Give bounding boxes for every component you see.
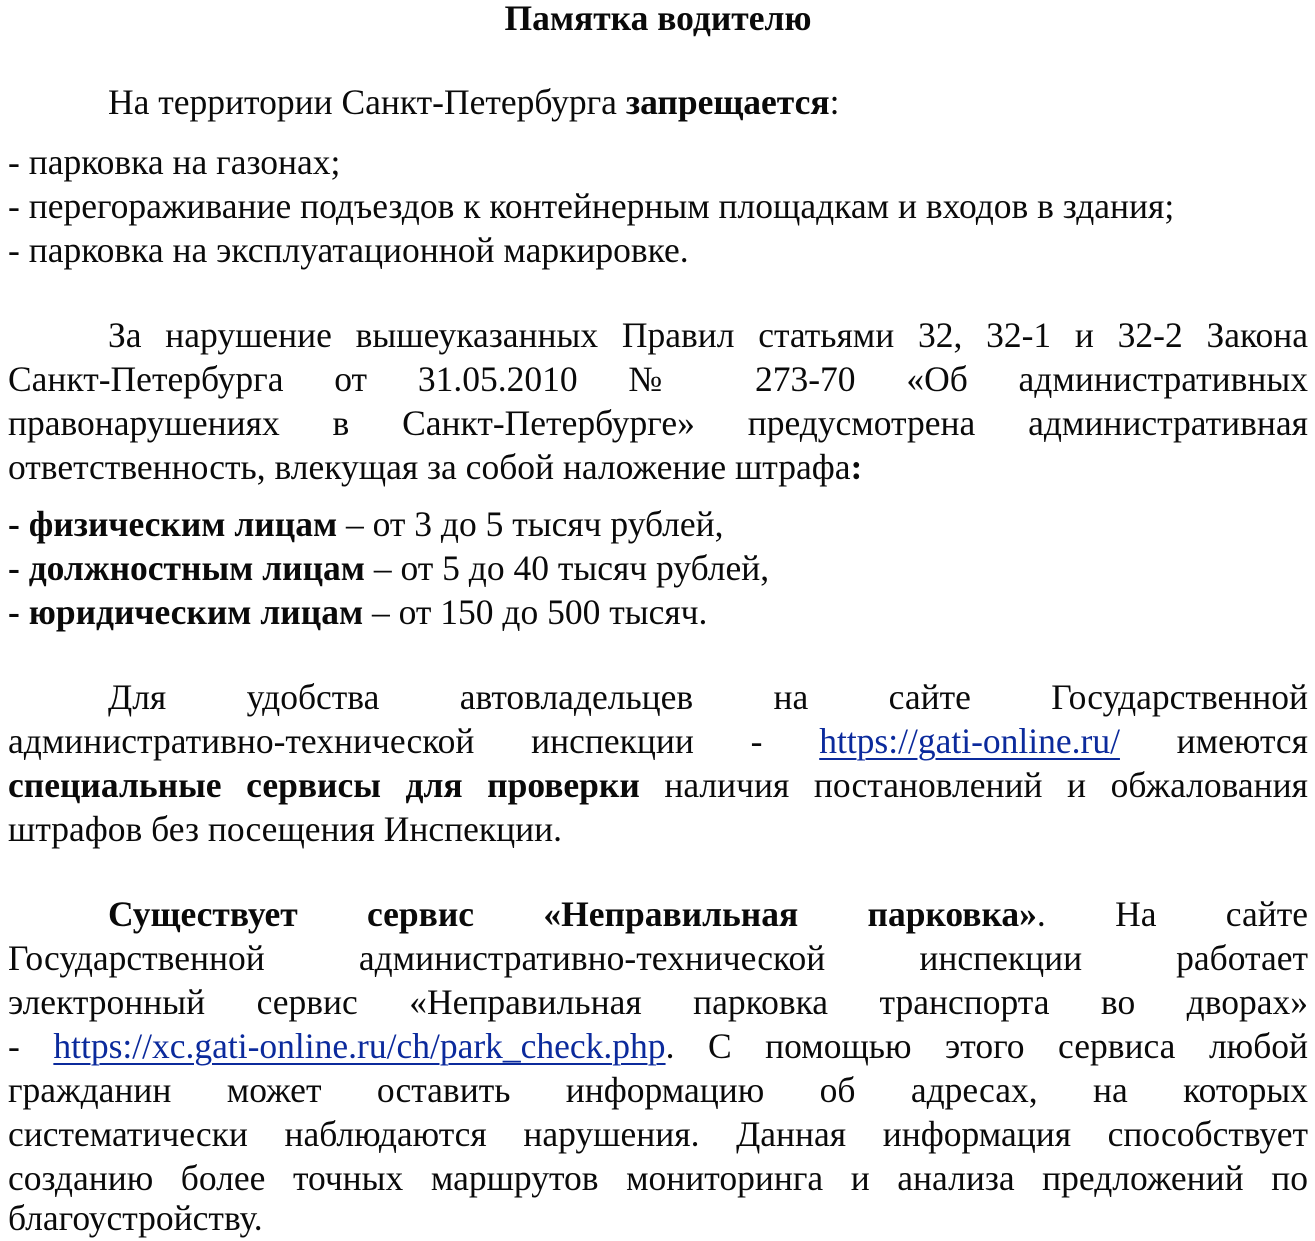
- parking-service-line: Государственной административно-технической инспекции работает: [8, 938, 1308, 978]
- page-title: Памятка водителю: [504, 0, 812, 38]
- gati-site-link[interactable]: https://gati-online.ru/: [819, 721, 1120, 761]
- document-page: [8, 0, 1308, 1241]
- services-line: штрафов без посещения Инспекции.: [8, 809, 562, 849]
- services-line: Для удобства автовладельцев на сайте Государственной: [108, 677, 1308, 717]
- parking-service-line: благоустройству.: [8, 1198, 263, 1238]
- prohibition-item: - парковка на газонах;: [8, 142, 341, 182]
- liability-line: Санкт-Петербурга от 31.05.2010 № 273-70 «Об административных: [8, 359, 1308, 399]
- parking-service-line: гражданин может оставить информацию об адресах, на которых: [8, 1070, 1308, 1110]
- liability-line: ответственность, влекущая за собой наложение штрафа:: [8, 447, 863, 487]
- intro-paragraph: На территории Санкт-Петербурга запрещается:: [108, 82, 840, 122]
- fine-item: - юридическим лицам – от 150 до 500 тысяч.: [8, 592, 708, 632]
- liability-line: За нарушение вышеуказанных Правил статьями 32, 32-1 и 32-2 Закона: [108, 315, 1308, 355]
- services-line: специальные сервисы для проверки наличия постановлений и обжалования: [8, 765, 1308, 805]
- parking-service-line: систематически наблюдаются нарушения. Данная информация способствует: [8, 1114, 1308, 1154]
- parking-service-line: Существует сервис «Неправильная парковка». На сайте: [108, 894, 1309, 934]
- parking-service-line: электронный сервис «Неправильная парковка транспорта во дворах»: [8, 982, 1308, 1022]
- prohibition-item: - парковка на эксплуатационной маркировке.: [8, 230, 689, 270]
- fine-item: - физическим лицам – от 3 до 5 тысяч рублей,: [8, 504, 724, 544]
- parking-service-line: созданию более точных маршрутов мониторинга и анализа предложений по: [8, 1158, 1308, 1198]
- fine-item: - должностным лицам – от 5 до 40 тысяч рублей,: [8, 548, 770, 588]
- services-line: административно-технической инспекции - https://gati-online.ru/ имеются: [8, 721, 1308, 761]
- liability-line: правонарушениях в Санкт-Петербурге» предусмотрена административная: [8, 403, 1308, 443]
- parking-service-line: - https://xc.gati-online.ru/ch/park_check.php. С помощью этого сервиса любой: [8, 1026, 1309, 1066]
- prohibition-item: - перегораживание подъездов к контейнерным площадкам и входов в здания;: [8, 186, 1175, 226]
- park-check-link[interactable]: https://xc.gati-online.ru/ch/park_check.php: [53, 1026, 666, 1066]
